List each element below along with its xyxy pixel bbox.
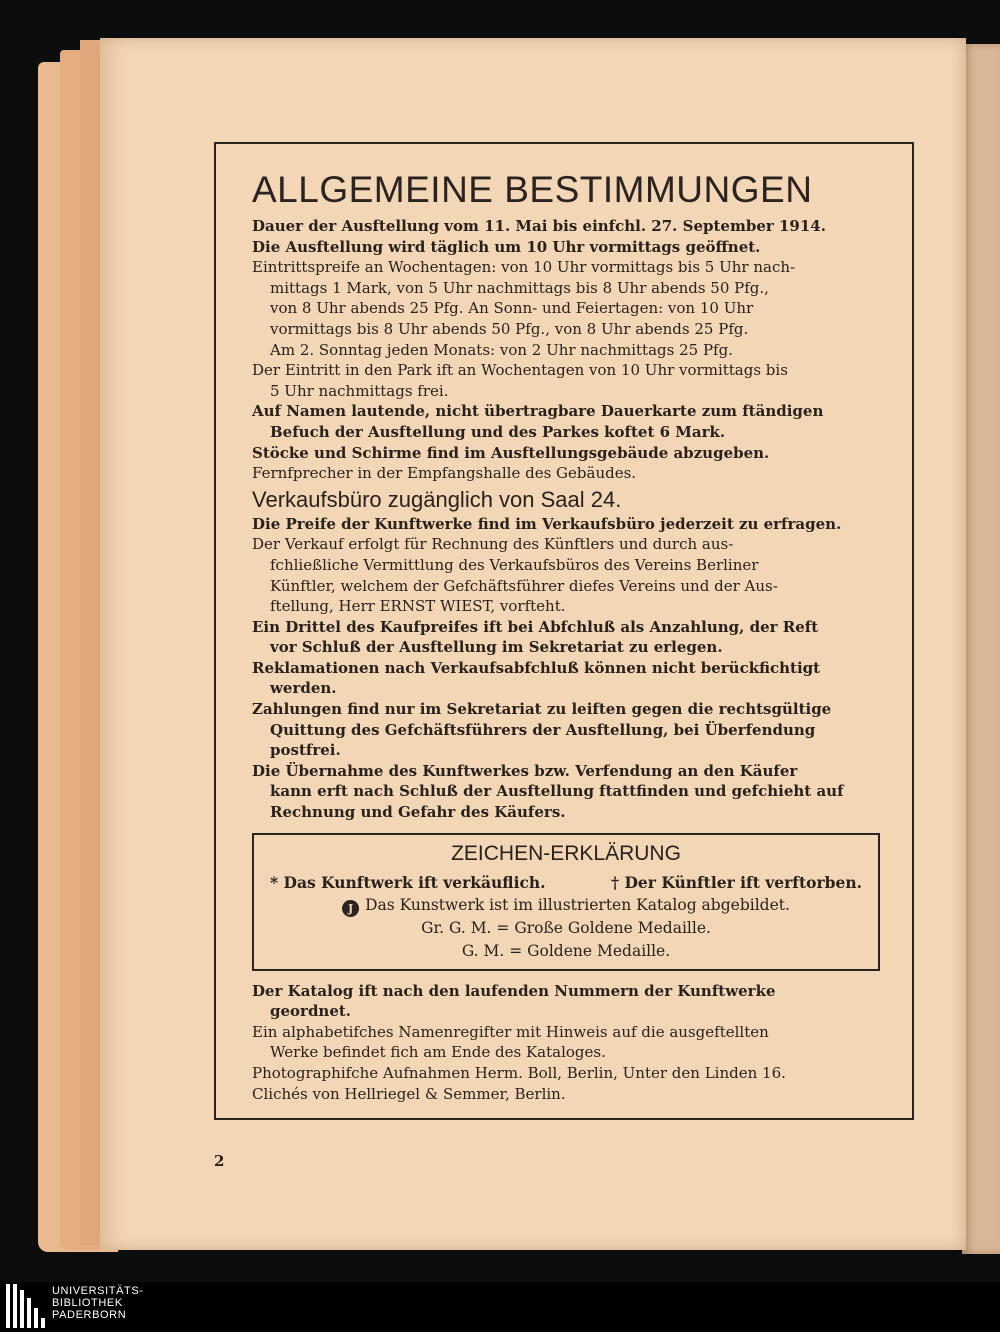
library-name-line3: PADERBORN <box>52 1309 127 1321</box>
paragraph <box>252 981 878 1022</box>
text-line: Befuch der Ausftellung und des Parkes koftet 6 Mark. <box>270 422 726 441</box>
text-line: kann erft nach Schluß der Ausftellung ftattfinden und gefchieht auf <box>270 782 844 801</box>
paragraph <box>252 1063 878 1084</box>
text-line: Clichés von Hellriegel & Semmer, Berlin. <box>252 1084 566 1103</box>
text-line: Stöcke und Schirme find im Ausftellungsgebäude abzugeben. <box>252 443 770 462</box>
sales-office-heading: Verkaufsbüro zugänglich von Saal 24. <box>252 486 622 512</box>
text-line: Künftler, welchem der Gefchäftsführer diefes Vereins und der Aus- <box>270 576 778 595</box>
legend-illustrated-text: Das Kunstwerk ist im illustrierten Katalog abgebildet. <box>365 895 790 914</box>
paragraph <box>252 1084 878 1105</box>
library-name <box>52 1285 144 1321</box>
library-name-line1: UNIVERSITÄTS- <box>52 1285 144 1297</box>
facing-page-edge <box>962 44 1000 1254</box>
text-line: Der Katalog ift nach den laufenden Nummern der Kunftwerke <box>252 981 776 1000</box>
paragraph <box>252 443 878 464</box>
symbol-legend-box <box>252 833 880 971</box>
paragraph <box>252 360 878 401</box>
paragraph <box>252 658 878 699</box>
text-line: vormittags bis 8 Uhr abends 50 Pfg., von 8 Uhr abends 25 Pfg. <box>270 319 749 338</box>
paragraph <box>252 514 878 535</box>
rules-frame <box>214 142 914 1120</box>
general-rules <box>252 216 878 484</box>
page-number: 2 <box>214 1152 225 1170</box>
text-line: 5 Uhr nachmittags frei. <box>270 381 449 400</box>
paragraph <box>252 216 878 237</box>
sales-rules <box>252 514 878 823</box>
text-line: Die Übernahme des Kunftwerkes bzw. Verfendung an den Käufer <box>252 761 798 780</box>
paragraph <box>252 237 878 258</box>
legend-row-symbols <box>264 871 868 894</box>
paragraph <box>252 617 878 658</box>
document-title: ALLGEMEINE BESTIMMUNGEN <box>252 169 813 210</box>
legend-for-sale: * Das Kunftwerk ift verkäuflich. <box>270 872 546 892</box>
text-line: postfrei. <box>270 741 341 760</box>
text-line: Werke befindet fich am Ende des Kataloges. <box>270 1043 606 1062</box>
text-line: Die Ausftellung wird täglich um 10 Uhr vormittags geöffnet. <box>252 237 761 256</box>
text-line: mittags 1 Mark, von 5 Uhr nachmittags bis 8 Uhr abends 50 Pfg., <box>270 278 769 297</box>
text-line: werden. <box>270 679 337 698</box>
text-line: Zahlungen find nur im Sekretariat zu leiften gegen die rechtsgültige <box>252 700 832 719</box>
text-line: ftellung, Herr ERNST WIEST, vorfteht. <box>270 597 566 616</box>
paragraph <box>252 1022 878 1063</box>
text-line: Quittung des Gefchäftsführers der Ausftellung, bei Überfendung <box>270 720 816 739</box>
legend-gm: G. M. = Goldene Medaille. <box>461 941 671 960</box>
paragraph <box>252 761 878 823</box>
text-line: Eintrittspreife an Wochentagen: von 10 Uhr vormittags bis 5 Uhr nach- <box>252 258 796 277</box>
text-line: Der Eintritt in den Park ift an Wochentagen von 10 Uhr vormittags bis <box>252 361 788 380</box>
text-line: Photographifche Aufnahmen Herm. Boll, Berlin, Unter den Linden 16. <box>252 1064 786 1082</box>
text-line: Die Preife der Kunftwerke find im Verkaufsbüro jederzeit zu erfragen. <box>252 514 842 533</box>
catalog-symbol-icon: J <box>342 900 359 917</box>
text-line: von 8 Uhr abends 25 Pfg. An Sonn- und Feiertagen: von 10 Uhr <box>270 299 754 318</box>
paragraph <box>252 534 878 616</box>
text-line: Ein alphabetifches Namenregifter mit Hinweis auf die ausgeftellten <box>252 1022 769 1041</box>
text-line: Am 2. Sonntag jeden Monats: von 2 Uhr nachmittags 25 Pfg. <box>270 340 733 359</box>
paragraph <box>252 699 878 761</box>
library-name-line2: BIBLIOTHEK <box>52 1297 123 1309</box>
catalog-notes <box>252 981 878 1105</box>
library-logo-icon <box>6 1284 46 1330</box>
paragraph <box>252 463 878 484</box>
text-line: Der Verkauf erfolgt für Rechnung des Künftlers und durch aus- <box>252 535 734 554</box>
text-line: Fernfprecher in der Empfangshalle des Gebäudes. <box>252 464 637 483</box>
paragraph <box>252 257 878 360</box>
legend-illustrated <box>264 894 868 917</box>
legend-title: ZEICHEN-ERKLÄRUNG <box>451 841 681 865</box>
legend-deceased: † Der Künftler ift verftorben. <box>610 872 862 892</box>
library-footer-bar <box>0 1282 1000 1332</box>
text-line: Dauer der Ausftellung vom 11. Mai bis einfchl. 27. September 1914. <box>252 217 826 235</box>
text-line: geordnet. <box>270 1002 352 1021</box>
text-line: Ein Drittel des Kaufpreifes ift bei Abfchluß als Anzahlung, der Reft <box>252 617 819 636</box>
text-line: Reklamationen nach Verkaufsabfchluß können nicht berückfichtigt <box>252 658 821 677</box>
text-line: Rechnung und Gefahr des Käufers. <box>270 803 566 822</box>
text-line: vor Schluß der Ausftellung im Sekretariat zu erlegen. <box>270 638 723 657</box>
paragraph <box>252 401 878 442</box>
text-line: fchließliche Vermittlung des Verkaufsbüros des Vereins Berliner <box>270 555 759 574</box>
legend-gr-gm: Gr. G. M. = Große Goldene Medaille. <box>421 918 711 937</box>
text-line: Auf Namen lautende, nicht übertragbare Dauerkarte zum ftändigen <box>252 402 824 421</box>
